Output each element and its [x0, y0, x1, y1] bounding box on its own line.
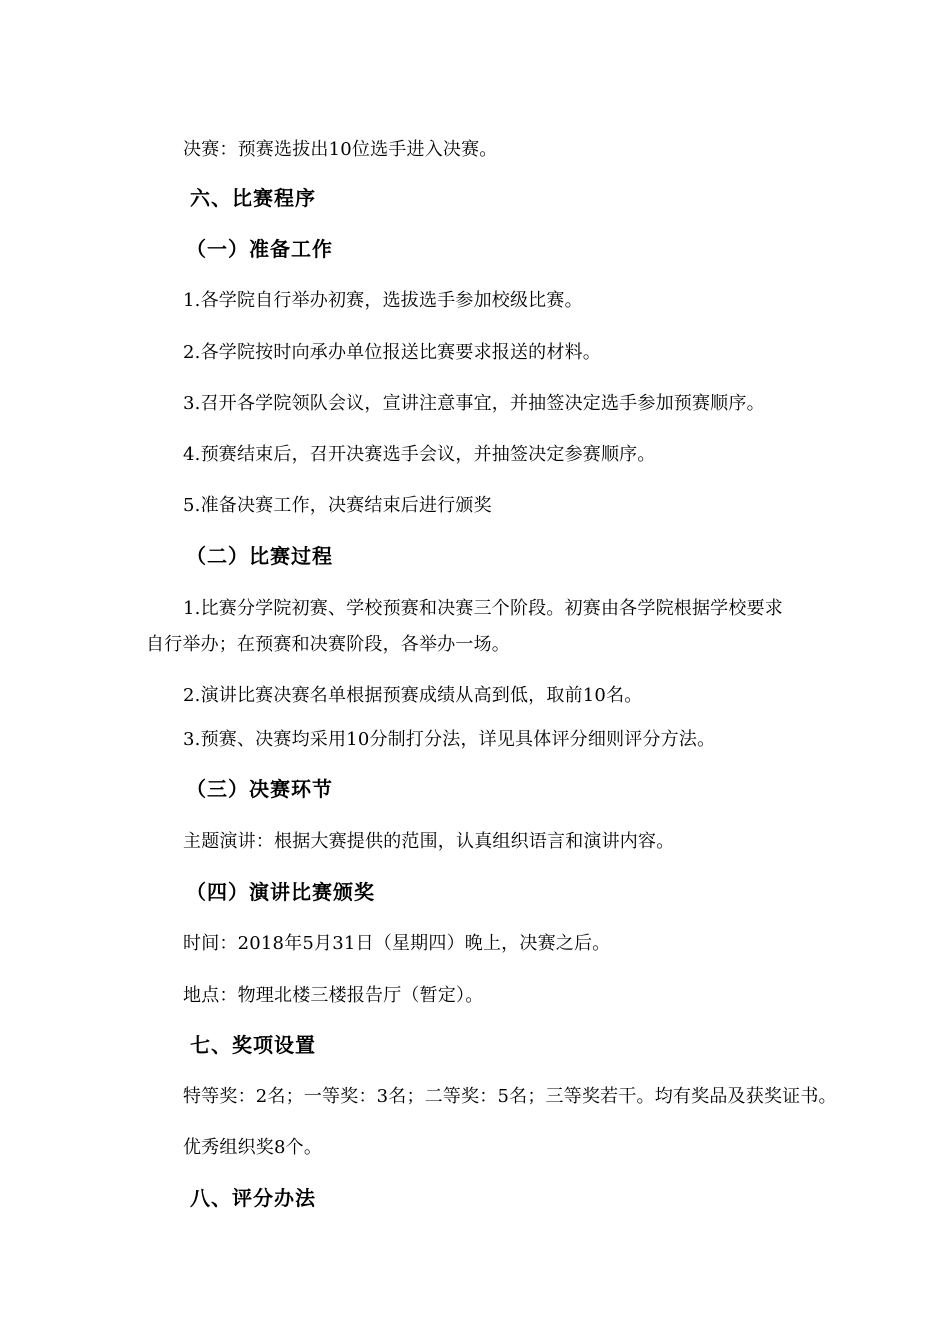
process-item-1-line-2: 自行举办；在预赛和决赛阶段，各举办一场。	[146, 634, 510, 655]
prep-item-4: 4.预赛结束后，召开决赛选手会议，并抽签决定参赛顺序。	[183, 444, 656, 465]
final-stage-subheading: （三）决赛环节	[186, 777, 333, 801]
prep-item-5: 5.准备决赛工作，决赛结束后进行颁奖	[183, 495, 492, 516]
section7-heading: 七、奖项设置	[190, 1033, 316, 1057]
section6-heading: 六、比赛程序	[190, 186, 316, 210]
final-stage-text: 主题演讲：根据大赛提供的范围，认真组织语言和演讲内容。	[183, 831, 675, 852]
process-subheading: （二）比赛过程	[186, 544, 333, 568]
section8-heading: 八、评分办法	[190, 1186, 316, 1210]
award-time: 时间：2018年5月31日（星期四）晚上，决赛之后。	[183, 933, 611, 954]
prizes-text: 特等奖：2名；一等奖：3名；二等奖：5名；三等奖若干。均有奖品及获奖证书。	[183, 1086, 837, 1107]
award-place: 地点：物理北楼三楼报告厅（暂定）。	[183, 985, 484, 1006]
prep-item-1: 1.各学院自行举办初赛，选拔选手参加校级比赛。	[183, 290, 583, 311]
prep-item-3: 3.召开各学院领队会议，宣讲注意事宜，并抽签决定选手参加预赛顺序。	[183, 393, 765, 414]
final-intro-text: 决赛：预赛选拔出10位选手进入决赛。	[183, 139, 498, 160]
prep-subheading: （一）准备工作	[186, 237, 333, 261]
process-item-2: 2.演讲比赛决赛名单根据预赛成绩从高到低，取前10名。	[183, 685, 643, 706]
process-item-3: 3.预赛、决赛均采用10分制打分法，详见具体评分细则评分方法。	[183, 729, 716, 750]
award-subheading: （四）演讲比赛颁奖	[186, 880, 375, 904]
prep-item-2: 2.各学院按时向承办单位报送比赛要求报送的材料。	[183, 342, 601, 363]
process-item-1-line-1: 1.比赛分学院初赛、学校预赛和决赛三个阶段。初赛由各学院根据学校要求	[183, 598, 783, 619]
org-award-text: 优秀组织奖8个。	[183, 1137, 323, 1158]
